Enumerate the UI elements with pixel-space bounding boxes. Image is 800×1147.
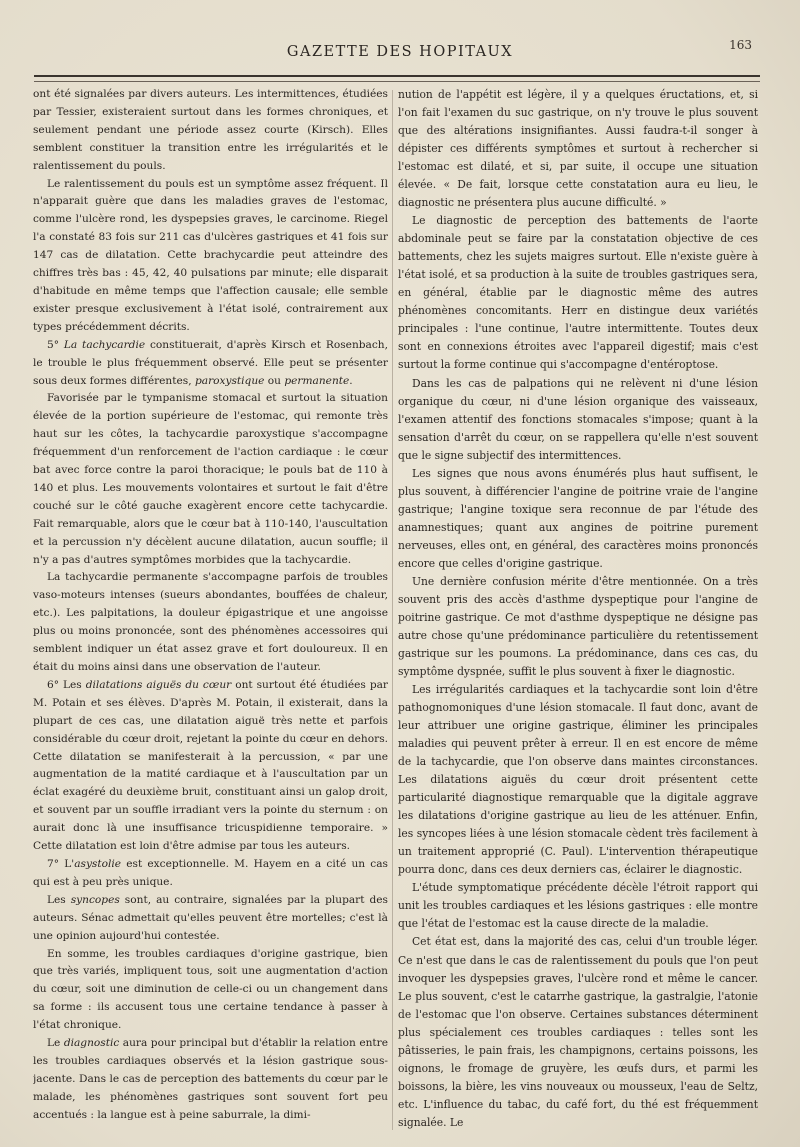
text-run: ou bbox=[264, 374, 285, 387]
paragraph: nution de l'appétit est légère, il y a quelques éructations, et, si l'on fait l'examen du suc gastrique, on n'y trouve le plus souvent que des altérations insignifiantes. Aussi faudra-t-il songer à dépister ces différents symptômes et surtout à rechercher si l'estomac est dilaté, et si, par suite, il occupe une situation élevée. « De fait, lorsque cette constatation aura eu lieu, le diagnostic ne présentera plus aucune difficulté. » bbox=[398, 88, 758, 210]
italic-term: paroxystique bbox=[194, 374, 265, 387]
paragraph: En somme, les troubles cardiaques d'origine gastrique, bien que très variés, impliquent tous, soit une augmentation d'action du cœur, soit une diminution de celle-ci ou un changement dans sa forme : ils accusent tous une certaine tendance à passer à l'état chronique. bbox=[33, 947, 388, 1032]
paragraph: Une dernière confusion mérite d'être mentionnée. On a très souvent pris des accès d'asthme dyspeptique pour l'angine de poitrine gastrique. Ce mot d'asthme dyspeptique ne désigne pas autre chose qu'une prédominance particulière du retentissement gastrique sur les poumons. La prédominance, dans ces cas, du symptôme dyspnée, suffit le plus souvent à fixer le diagnostic. bbox=[398, 574, 758, 678]
paragraph: Dans les cas de palpations qui ne relèvent ni d'une lésion organique du cœur, ni d'une lésion organique des vaisseaux, l'examen attentif des fonctions stomacales s'impose; quant à la sensation d'arrêt du cœur, on se rappellera qu'elle n'est souvent que le signe subjectif des intermittences. bbox=[398, 376, 758, 462]
paragraph: Favorisée par le tympanisme stomacal et surtout la situation élevée de la portion supérieure de l'estomac, qui remonte très haut sur les côtes, la tachycardie paroxystique s'accompagne fréquemment d'un renforcement de l'action cardiaque : le cœur bat avec force contre la paroi thoracique; le pouls bat de 110 à 140 et plus. Les mouvements volontaires et surtout le fait d'être couché sur le côté gauche exagèrent encore cette tachycardie. Fait remarquable, alors que le cœur bat à 110-140, l'auscultation et la percussion n'y décèlent aucune dilatation, aucun souffle; il n'y a pas d'autres symptômes morbides que la tachycardie. bbox=[33, 392, 388, 566]
left-column bbox=[33, 86, 388, 1136]
paragraph: ont été signalées par divers auteurs. Les intermittences, étudiées par Tessier, existeraient surtout dans les formes chroniques, et seulement pendant une période assez courte (Kirsch). Elles semblent constituer la transition entre les irrégularités et le ralentissement du pouls. bbox=[33, 88, 388, 172]
paragraph: Le ralentissement du pouls est un symptôme assez fréquent. Il n'apparait guère que dans les maladies graves de l'estomac, comme l'ulcère rond, les dyspepsies graves, le carcinome. Riegel l'a constaté 83 fois sur 211 cas d'ulcères gastriques et 41 fois sur 147 cas de dilatation. Cette brachycardie peut atteindre des chiffres très bas : 45, 42, 40 pulsations par minute; elle disparait d'habitude en même temps que l'affection causale; elle semble exister presque exclusivement à l'état isolé, contrairement aux types précédemment décrits. bbox=[33, 177, 388, 333]
paragraph bbox=[33, 1035, 388, 1125]
paragraph: Le diagnostic de perception des battements de l'aorte abdominale peut se faire par la constatation objective de ces battements, chez les sujets maigres surtout. Elle n'existe guère à l'état isolé, et sa production à la suite de troubles gastriques sera, en général, établie par le diagnostic même des autres phénomènes concomitants. Herr en distingue deux variétés principales : l'une continue, l'autre intermittente. Toutes deux sont en connexions étroites avec l'appareil digestif; mais c'est surtout la forme continue qui s'accompagne d'entéroptose. bbox=[398, 214, 758, 372]
right-column bbox=[398, 86, 758, 1136]
italic-term: syncopes bbox=[70, 893, 120, 906]
italic-term: diagnostic bbox=[63, 1037, 120, 1050]
text-run: constituerait, d'après Kirsch et Rosenbach, le trouble le plus fréquemment observé. Elle peut se présenter sous deux formes différentes, bbox=[33, 338, 388, 387]
journal-title: GAZETTE DES HOPITAUX bbox=[286, 44, 514, 60]
text-run: Le bbox=[47, 1037, 64, 1050]
paragraph: La tachycardie permanente s'accompagne parfois de troubles vaso-moteurs intenses (sueurs abondantes, bouffées de chaleur, etc.). Les palpitations, la douleur épigastrique et une angoisse plus ou moins prononcée, sont des phénomènes accessoires qui semblent indiquer un état assez grave et fort douloureux. Il en était du moins ainsi dans une observation de l'auteur. bbox=[33, 571, 388, 673]
paragraph: Les signes que nous avons énumérés plus haut suffisent, le plus souvent, à différencier l'angine de poitrine vraie de l'angine gastrique; l'angine toxique sera reconnue de par l'étude des anamnestiques; quant aux angines de poitrine purement nerveuses, elles ont, en général, des caractères moins prononcés encore que celles d'origine gastrique. bbox=[398, 466, 758, 570]
item-number: 7° L' bbox=[47, 857, 75, 870]
text-run: sont, au contraire, signalées par la plupart des auteurs. Sénac admettait qu'elles peuvent être mortelles; c'est là une opinion aujourd'hui contestée. bbox=[33, 893, 388, 942]
header-rule-thick bbox=[34, 75, 760, 77]
item-number: 5° bbox=[47, 338, 64, 351]
text-run: . bbox=[349, 374, 353, 387]
paragraph bbox=[33, 892, 388, 946]
page-number: 163 bbox=[729, 38, 752, 52]
paragraph: Les irrégularités cardiaques et la tachycardie sont loin d'être pathognomoniques d'une lésion stomacale. Il faut donc, avant de leur attribuer une origine gastrique, éliminer les principales maladies qui peuvent prêter à erreur. Il en est encore de même de la tachycardie, que l'on observe dans maintes circonstances. Les dilatations aiguës du cœur droit présentent cette particularité diagnostique remarquable que la digitale aggrave les dilatations d'origine gastrique au lieu de les atténuer. Enfin, les syncopes liées à une lésion stomacale cèdent très facilement à un traitement approprié (C. Paul). L'intervention thérapeutique pourra donc, dans ces deux derniers cas, éclairer le diagnostic. bbox=[398, 683, 758, 877]
text-run: ont surtout été étudiées par M. Potain et ses élèves. D'après M. Potain, il existerait, dans la plupart de ces cas, une dilatation aiguë très nette et parfois considérable du cœur droit, rejetant la pointe du cœur en dehors. Cette dilatation se manifesterait à la percussion, « par une augmentation de la matité cardiaque et à l'auscultation par un éclat exagéré du deuxième bruit, constituant ainsi un galop droit, et souvent par un souffle irradiant vers la pointe du sternum : on aurait donc là une insuffisance tricuspidienne temporaire. » Cette dilatation est loin d'être admise par tous les auteurs. bbox=[33, 678, 388, 853]
italic-term: dilatations aiguës du cœur bbox=[85, 678, 232, 691]
column-divider bbox=[392, 90, 393, 1130]
paragraph: L'étude symptomatique précédente décèle l'étroit rapport qui unit les troubles cardiaques et les lésions gastriques : elle montre que l'état de l'estomac est la cause directe de la maladie. bbox=[398, 881, 758, 931]
italic-term: La tachycardie bbox=[63, 338, 146, 351]
header-rule-thin bbox=[34, 81, 760, 82]
text-run: aura pour principal but d'établir la relation entre les troubles cardiaques observés et la lésion gastrique sous-jacente. Dans le cas de perception des battements du cœur par le malade, les phénomènes gastriques sont souvent fort peu accentués : la langue est à peine saburrale, la dimi- bbox=[33, 1037, 388, 1121]
text-run: est exceptionnelle. M. Hayem en a cité un cas qui est à peu près unique. bbox=[33, 857, 388, 888]
page-header bbox=[30, 38, 770, 68]
item-number: 6° Les bbox=[47, 678, 86, 691]
italic-term: asystolie bbox=[74, 857, 122, 870]
paragraph bbox=[33, 677, 388, 856]
paragraph: Cet état est, dans la majorité des cas, celui d'un trouble léger. Ce n'est que dans le cas de ralentissement du pouls que l'on peut invoquer les dyspepsies graves, l'ulcère rond et même le cancer. Le plus souvent, c'est le catarrhe gastrique, la gastralgie, l'atonie de l'estomac que l'on observe. Certaines substances déterminent plus spécialement ces troubles cardiaques : telles sont les pâtisseries, le pain frais, les champignons, certains poissons, les oignons, le fromage de gruyère, les œufs durs, et parmi les boissons, la bière, les vins nouveaux ou mousseux, l'eau de Seltz, etc. L'influence du tabac, du café fort, du thé est fréquemment signalée. Le bbox=[398, 935, 758, 1129]
paragraph bbox=[33, 856, 388, 892]
italic-term: permanente bbox=[284, 374, 350, 387]
paragraph bbox=[33, 337, 388, 391]
text-run: Les bbox=[47, 893, 71, 906]
